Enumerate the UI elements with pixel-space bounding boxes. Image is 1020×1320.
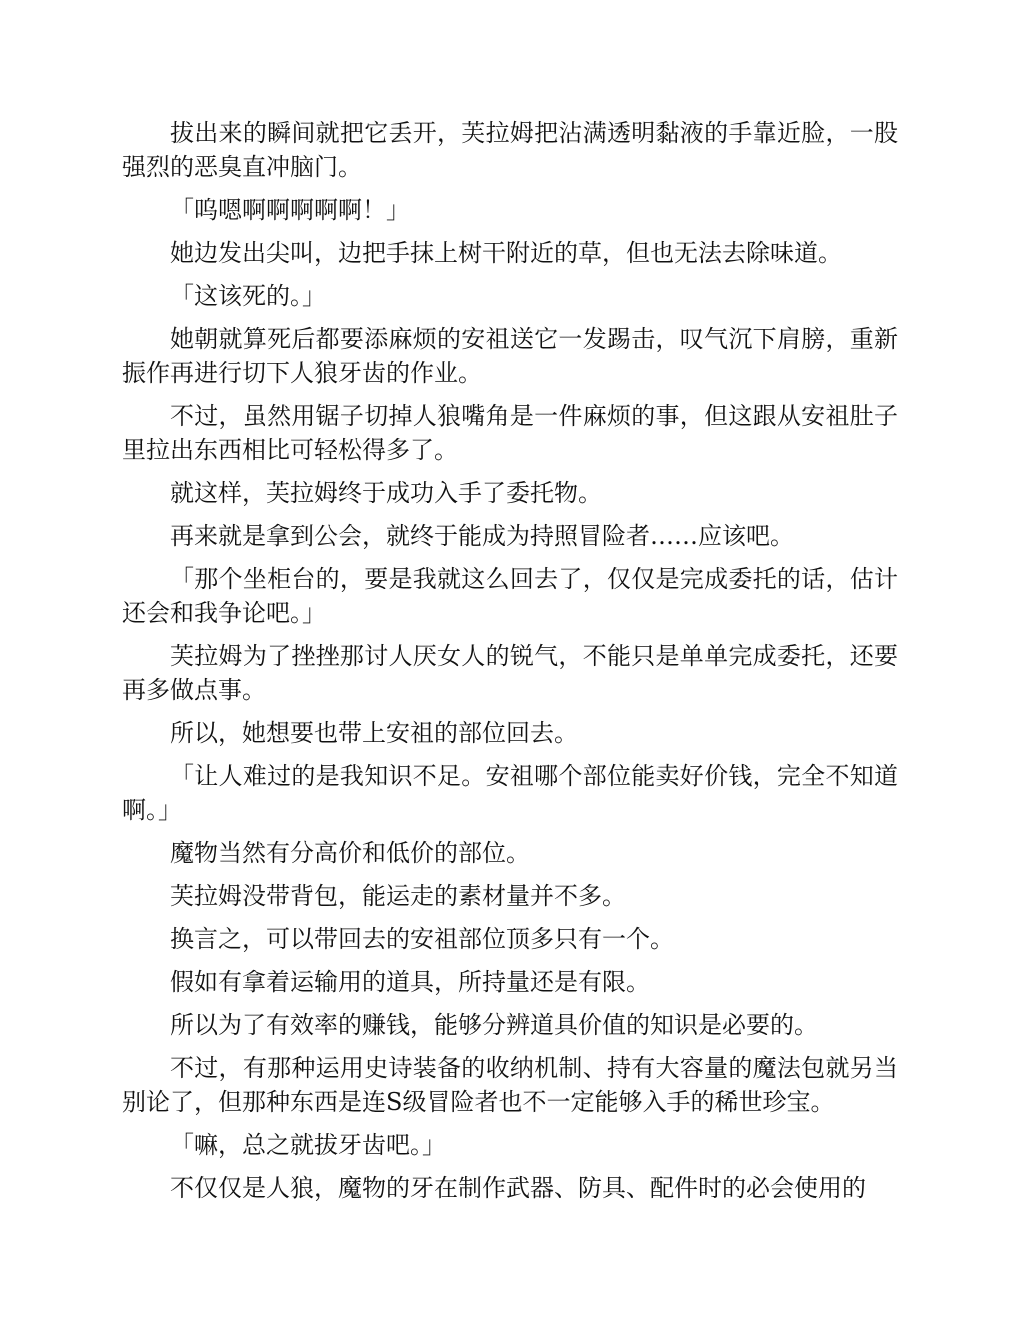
paragraph: 再来就是拿到公会，就终于能成为持照冒险者……应该吧。: [170, 522, 794, 550]
paragraph: 假如有拿着运输用的道具，所持量还是有限。: [170, 968, 650, 996]
paragraph: 不过，虽然用锯子切掉人狼嘴角是一件麻烦的事，但这跟从安祖肚子里拉出东西相比可轻松得多了。: [122, 402, 898, 464]
paragraph: 魔物当然有分高价和低价的部位。: [170, 839, 530, 867]
paragraph: 所以，她想要也带上安祖的部位回去。: [170, 719, 578, 747]
paragraph: 拔出来的瞬间就把它丢开，芙拉姆把沾满透明黏液的手靠近脸，一股强烈的恶臭直冲脑门。: [122, 119, 898, 181]
paragraph: 就这样，芙拉姆终于成功入手了委托物。: [170, 479, 602, 507]
paragraph: 不仅仅是人狼，魔物的牙在制作武器、防具、配件时的必会使用的: [170, 1174, 866, 1202]
paragraph: 芙拉姆为了挫挫那讨人厌女人的锐气，不能只是单单完成委托，还要再多做点事。: [122, 642, 898, 704]
paragraph: 她边发出尖叫，边把手抹上树干附近的草，但也无法去除味道。: [170, 239, 842, 267]
paragraph: 不过，有那种运用史诗装备的收纳机制、持有大容量的魔法包就另当别论了，但那种东西是连S级冒险者也不一定能够入手的稀世珍宝。: [122, 1054, 898, 1116]
dialogue-line: 「嘛，总之就拔牙齿吧。」: [170, 1131, 446, 1159]
dialogue-line: 「那个坐柜台的，要是我就这么回去了，仅仅是完成委托的话，估计还会和我争论吧。」: [122, 565, 898, 627]
dialogue-line: 「这该死的。」: [170, 282, 326, 310]
paragraph: 换言之，可以带回去的安祖部位顶多只有一个。: [170, 925, 674, 953]
paragraph: 所以为了有效率的赚钱，能够分辨道具价值的知识是必要的。: [170, 1011, 818, 1039]
paragraph: 芙拉姆没带背包，能运走的素材量并不多。: [170, 882, 626, 910]
body-text: [122, 116, 898, 1214]
paragraph: 她朝就算死后都要添麻烦的安祖送它一发踢击，叹气沉下肩膀，重新振作再进行切下人狼牙齿的作业。: [122, 325, 898, 387]
dialogue-line: 「让人难过的是我知识不足。安祖哪个部位能卖好价钱，完全不知道啊。」: [122, 762, 898, 824]
dialogue-line: 「呜嗯啊啊啊啊啊！」: [170, 196, 410, 224]
